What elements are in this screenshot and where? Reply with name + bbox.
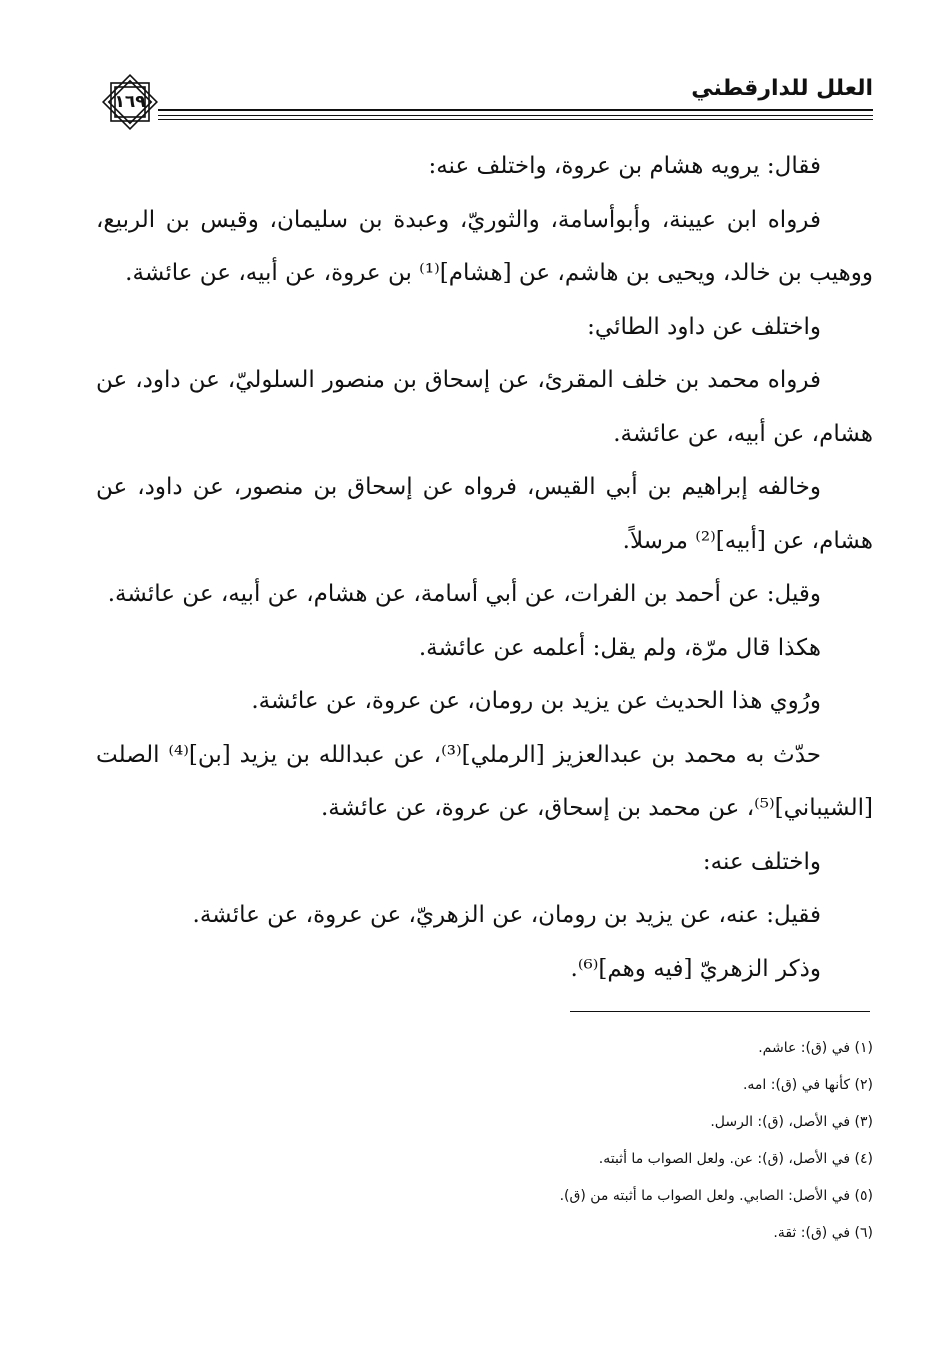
header-rule-thin bbox=[158, 115, 873, 116]
footnote: (٥) في الأصل: الصابي. ولعل الصواب ما أثبته من (ق). bbox=[559, 1188, 873, 1204]
paragraph: فرواه محمد بن خلف المقرئ، عن إسحاق بن منصور السلوليّ، عن داود، عن هشام، عن أبيه، عن عائشة. bbox=[96, 367, 873, 447]
body-text bbox=[96, 140, 873, 996]
page-number-badge bbox=[98, 70, 162, 134]
header-rule-thick bbox=[158, 109, 873, 111]
footnote: (٤) في الأصل، (ق): عن. ولعل الصواب ما أثبته. bbox=[598, 1151, 873, 1167]
footnotes bbox=[96, 1030, 873, 1252]
paragraph: واختلف عن داود الطائي: bbox=[587, 313, 821, 340]
paragraph: فرواه ابن عيينة، وأبوأسامة، والثوريّ، وعبدة بن سليمان، وقيس بن الربيع، ووهيب بن خالد، ويحيى بن هاشم، عن [هشام]⁽¹⁾ بن عروة، عن أبيه، عن عائشة. bbox=[96, 206, 873, 286]
paragraph: هكذا قال مرّة، ولم يقل: أعلمه عن عائشة. bbox=[418, 634, 821, 661]
paragraph: فقال: يرويه هشام بن عروة، واختلف عنه: bbox=[428, 153, 821, 179]
footnote: (٢) كأنها في (ق): امه. bbox=[742, 1077, 873, 1093]
footnote: (٦) في (ق): ثقة. bbox=[773, 1225, 873, 1241]
page-number: ١٦٩ bbox=[114, 92, 146, 112]
footnote: (٣) في الأصل، (ق): الرسل. bbox=[710, 1114, 873, 1130]
paragraph: فقيل: عنه، عن يزيد بن رومان، عن الزهريّ، عن عروة، عن عائشة. bbox=[192, 902, 821, 928]
paragraph: حدّث به محمد بن عبدالعزيز [الرملي]⁽³⁾، عن عبدالله بن يزيد [بن]⁽⁴⁾ الصلت [الشيباني]⁽⁵⁾، عن محمد بن إسحاق، عن عروة، عن عائشة. bbox=[96, 741, 873, 821]
footnote: (١) في (ق): عاشم. bbox=[758, 1040, 873, 1056]
paragraph: وذكر الزهريّ [فيه وهم]⁽⁶⁾. bbox=[570, 955, 821, 982]
paragraph: وقيل: عن أحمد بن الفرات، عن أبي أسامة، عن هشام، عن أبيه، عن عائشة. bbox=[107, 581, 821, 607]
footnote-separator bbox=[570, 1011, 870, 1012]
book-title: العلل للدارقطني bbox=[691, 76, 873, 101]
header-rule-thin-2 bbox=[158, 119, 873, 120]
paragraph: وخالفه إبراهيم بن أبي القيس، فرواه عن إسحاق بن منصور، عن داود، عن هشام، عن [أبيه]⁽²⁾ مرسلاً. bbox=[96, 474, 873, 554]
paragraph: ورُوي هذا الحديث عن يزيد بن رومان، عن عروة، عن عائشة. bbox=[251, 688, 821, 714]
paragraph: واختلف عنه: bbox=[702, 848, 821, 875]
